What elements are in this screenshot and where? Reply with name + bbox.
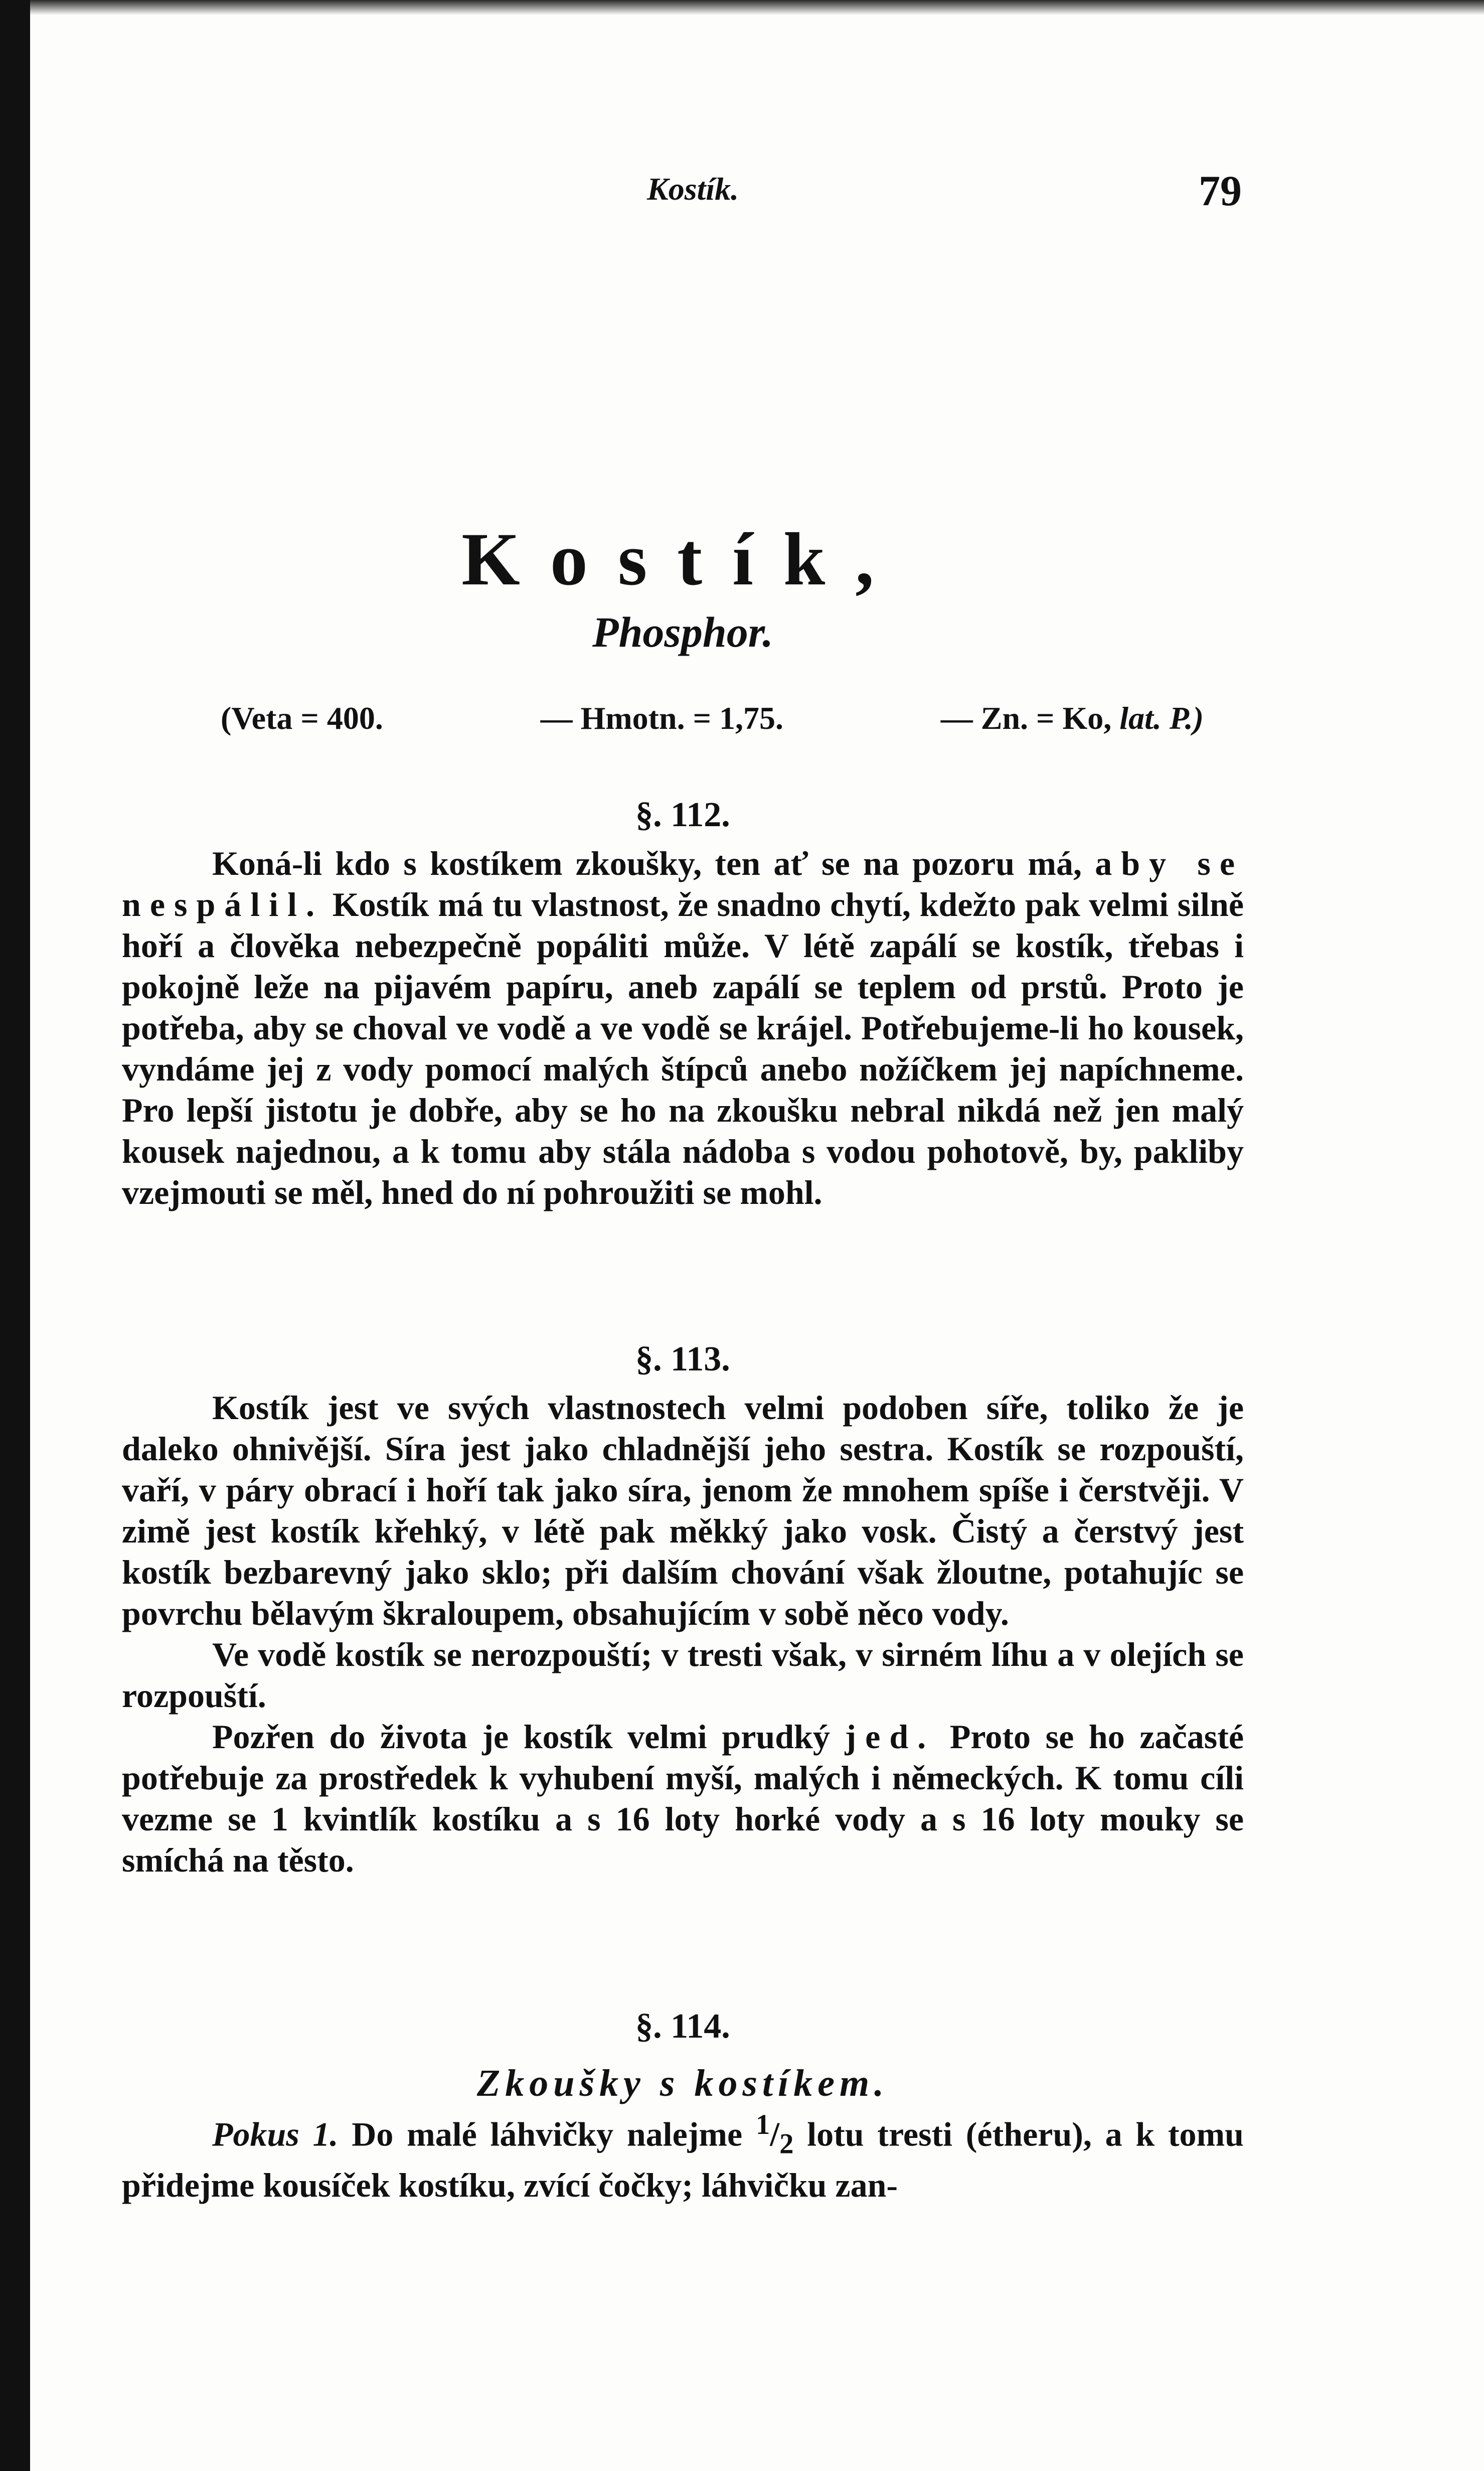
paragraph: Ve vodě kostík se nerozpouští; v tresti však, v sirném líhu a v olejích se rozpouští. — [122, 1635, 1244, 1715]
chapter-info-part3-wrap — [941, 700, 1204, 737]
page-top-edge — [30, 0, 1484, 15]
chapter-info-part2: — Hmotn. = 1,75. — [540, 700, 784, 736]
page-number: 79 — [1199, 167, 1242, 215]
paragraph-rest: Kostík má tu vlastnost, že snadno chytí, kdežto pak velmi silně hoří a člověka nebezpečně popáliti může. V létě zapálí se kostík, třebas i pokojně leže na pijavém papíru, aneb zapálí se teplem od prstů. Proto je potřeba, aby se choval ve vodě a ve vodě se krájel. Potřebujeme-li ho kousek, vyndáme jej z vody pomocí malých štípců anebo nožíčkem jej napíchneme. Pro lepší jistotu je dobře, aby se ho na zkoušku nebral nikdá než jen malý kousek najednou, a k tomu aby stála nádoba s vodou pohotově, by, pakliby vzejmouti se měl, hned do ní pohroužiti se mohl. — [122, 885, 1244, 1211]
chapter-title: Kostík, — [461, 518, 904, 601]
section-114-mark: §. 114. — [635, 2007, 730, 2046]
chapter-info-part3: — Zn. = Ko, — [940, 700, 1112, 736]
section-112-body — [122, 843, 1244, 1213]
paragraph — [122, 843, 1244, 1213]
paragraph-emphasis: aby se nespálil. — [122, 844, 1244, 923]
chapter-info-part1: (Veta = 400. — [221, 700, 383, 736]
paragraph-lead: Pozřen do života je kostík velmi prudký — [212, 1718, 830, 1756]
chapter-info — [221, 700, 1204, 737]
paragraph-emphasis: jed. — [845, 1718, 935, 1756]
paragraph: Kostík jest ve svých vlastnostech velmi podoben síře, toliko že je daleko ohnivější. Síra jest jako chladnější jeho sestra. Kostík se rozpouští, vaří, v páry obrací i hoří tak jako síra, jenom že mnohem spíše i čerstvěji. V zimě jest kostík křehký, v létě pak měkký jako vosk. Čistý a čerstvý jest kostík bezbarevný jako sklo; při dalším chování však žloutne, potahujíc se povrchu bělavým škraloupem, obsahujícím v sobě něco vody. — [122, 1388, 1244, 1632]
paragraph-text-2: lotu tresti (étheru), a k tomu přidejme kousíček kostíku, zvící čočky; láhvičku zan- — [122, 2115, 1244, 2205]
fraction-numerator: 1 — [755, 2109, 770, 2140]
book-spine-shadow — [0, 0, 30, 2471]
paragraph-text-1: Do malé láhvičky nalejme — [352, 2115, 743, 2153]
paragraph-rest: Proto se ho začasté potřebuje za prostředek k vyhubení myší, malých i německých. K tomu cíli vezme se 1 kvintlík kostíku a s 16 loty horké vody a s 16 loty mouky se smíchá na těsto. — [122, 1718, 1244, 1879]
trial-label: Pokus 1. — [212, 2115, 339, 2153]
section-114-body — [122, 2104, 1244, 2206]
section-114-heading: Zkoušky s kostíkem. — [476, 2062, 889, 2104]
paragraph: Pokus 1. Do malé láhvičky nalejme $^1/_2$ lotu tresti (étheru), a k tomu přidejme kousíček kostíku, zvící čočky; láhvičku zan- — [122, 2109, 1244, 2205]
paragraph — [122, 1716, 1244, 1881]
section-113-body — [122, 1387, 1244, 1881]
fraction-denominator: 2 — [779, 2128, 794, 2160]
section-113-mark: §. 113. — [635, 1340, 730, 1378]
chapter-subtitle: Phosphor. — [592, 608, 773, 656]
running-head: Kostík. — [647, 171, 739, 207]
chapter-info-part4: lat. P.) — [1119, 700, 1204, 736]
section-112-mark: §. 112. — [635, 796, 730, 834]
paragraph-lead: Koná-li kdo s kostíkem zkoušky, ten ať se na pozoru má, — [212, 844, 1082, 882]
